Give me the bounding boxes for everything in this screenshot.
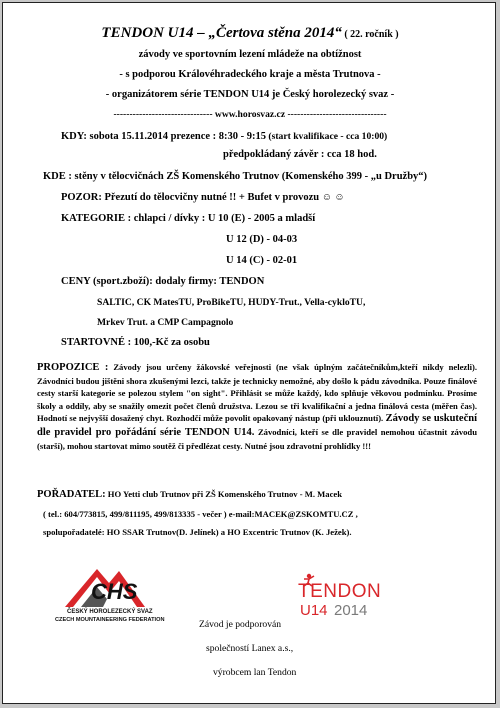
kde-text: stěny v tělocvičnách ZŠ Komenského Trutnov (Komenského 399 - „u Družby“) <box>74 171 428 182</box>
website-line: ------------------------------- www.horosvaz.cz ------------------------------- <box>113 109 387 120</box>
chs-line2: CZECH MOUNTAINEERING FEDERATION <box>55 617 165 623</box>
subtitle-line1: závody ve sportovním lezení mládeže na obtížnost <box>138 49 362 60</box>
chs-abbr: CHS <box>91 579 138 604</box>
subtitle-line2: - s podporou Královéhradeckého kraje a města Trutnova - <box>119 69 381 80</box>
propozice-text2: Závody se uskuteční dle pravidel pro pořádání série TENDON U14. <box>37 413 477 438</box>
tendon-word: TENDON <box>298 581 382 602</box>
propozice-label: PROPOZICE : <box>37 362 109 373</box>
tendon-year: 2014 <box>334 602 368 619</box>
propozice-paragraph <box>37 361 477 452</box>
kategorie-line3: U 14 (C) - 02-01 <box>226 255 298 266</box>
ceny-text: dodaly firmy: TENDON <box>155 276 265 287</box>
kde-label: KDE : <box>43 171 72 182</box>
email-link[interactable]: MACEK@ZSKOMTU.CZ <box>254 509 354 519</box>
kategorie-line2: U 12 (D) - 04-03 <box>226 234 298 245</box>
kategorie-label: KATEGORIE : <box>61 213 132 224</box>
kdy-end: předpokládaný závěr : cca 18 hod. <box>223 149 377 160</box>
title-edition: ( 22. ročník ) <box>341 29 399 40</box>
propozice-text3: Závodníci, kteří se dle pravidel nemohou účastnit závodu (starší), mohou startovat mimo soutěž či předlézat cesty. Nutné jsou zdravotní prohlídky !!! <box>37 426 477 451</box>
subtitle-line3: - organizátorem série TENDON U14 je Český horolezecký svaz - <box>105 89 395 100</box>
startovne-label: STARTOVNÉ : <box>61 337 132 348</box>
poradatel-text: HO Yetti club Trutnov při ZŠ Komenského Trutnov - M. Macek <box>107 489 342 499</box>
support-line2: společností Lanex a.s., <box>206 643 294 654</box>
copromoter-label: spolupořadatelé: <box>43 527 105 537</box>
ceny-label: CENY (sport.zboží): <box>61 276 153 287</box>
document-title <box>3 25 497 42</box>
startovne-row <box>61 337 210 348</box>
ceny-line2: SALTIC, CK MatesTU, ProBikeTU, HUDY-Trut., Vella-cykloTU, <box>97 297 366 308</box>
pozor-text: Přezutí do tělocvičny nutné !! + Bufet v provozu <box>104 192 320 203</box>
copromoter-text: HO SSAR Trutnov(D. Jelínek) a HO Excentric Trutnov (K. Ježek). <box>106 527 352 537</box>
contact-text: ( tel.: 604/773815, 499/811195, 499/813335 - večer ) e-mail: <box>43 509 255 519</box>
chs-logo <box>55 563 165 625</box>
tendon-u14: U14 <box>300 602 328 619</box>
copromoter-row <box>43 527 352 537</box>
pozor-label: POZOR: <box>61 192 102 203</box>
smiley-icon: ☺ ☺ <box>321 192 345 203</box>
poradatel-label: POŘADATEL: <box>37 489 106 500</box>
chs-line1: ČESKÝ HOROLEZECKÝ SVAZ <box>67 609 153 615</box>
startovne-text: 100,-Kč za osobu <box>133 337 210 348</box>
propozice-text1: Závody jsou určeny žákovské veřejnosti (ne však úplným začátečníkům,kteří nikdy nelezli). Závodníci budou jištěni shora zkušenými lezci, takže je technicky nemožné, aby došlo k pádu závodníka. Pouze finálové cesty starší kategorie se polezou stylem "on sight". Přihlásit se může každý, kdo splňuje věkovou podmínku. Prosíme školy a oddíly, aby se snažily omezit počet členů družstva. Lezou se tři kvalifikační a jedna finálová cesta (měřen čas). Hodnotí se nejvyšší dosažený chyt. Rozhodčí může povolit opakovaný nástup (při uklouznutí). <box>37 362 477 424</box>
poradatel-row <box>37 489 342 500</box>
kdy-label: KDY: <box>61 131 87 142</box>
poradatel-contact <box>43 509 358 519</box>
tendon-logo <box>298 573 408 623</box>
contact-end: , <box>353 509 358 519</box>
kategorie-line1: chlapci / dívky : U 10 (E) - 2005 a mladší <box>133 213 316 224</box>
ceny-row <box>61 276 264 287</box>
kde-row <box>43 171 427 182</box>
kdy-note: (start kvalifikace - cca 10:00) <box>266 131 388 142</box>
kategorie-row <box>61 213 315 224</box>
pozor-row <box>61 192 345 203</box>
ceny-line3: Mrkev Trut. a CMP Campagnolo <box>97 317 234 328</box>
support-line1: Závod je podporován <box>199 619 282 630</box>
support-line3: výrobcem lan Tendon <box>213 667 297 678</box>
title-main: TENDON U14 – „Čertova stěna 2014“ <box>101 25 342 41</box>
kdy-text: sobota 15.11.2014 prezence : 8:30 - 9:15 <box>89 131 267 142</box>
kdy-row <box>61 131 387 142</box>
document-page <box>2 2 496 704</box>
